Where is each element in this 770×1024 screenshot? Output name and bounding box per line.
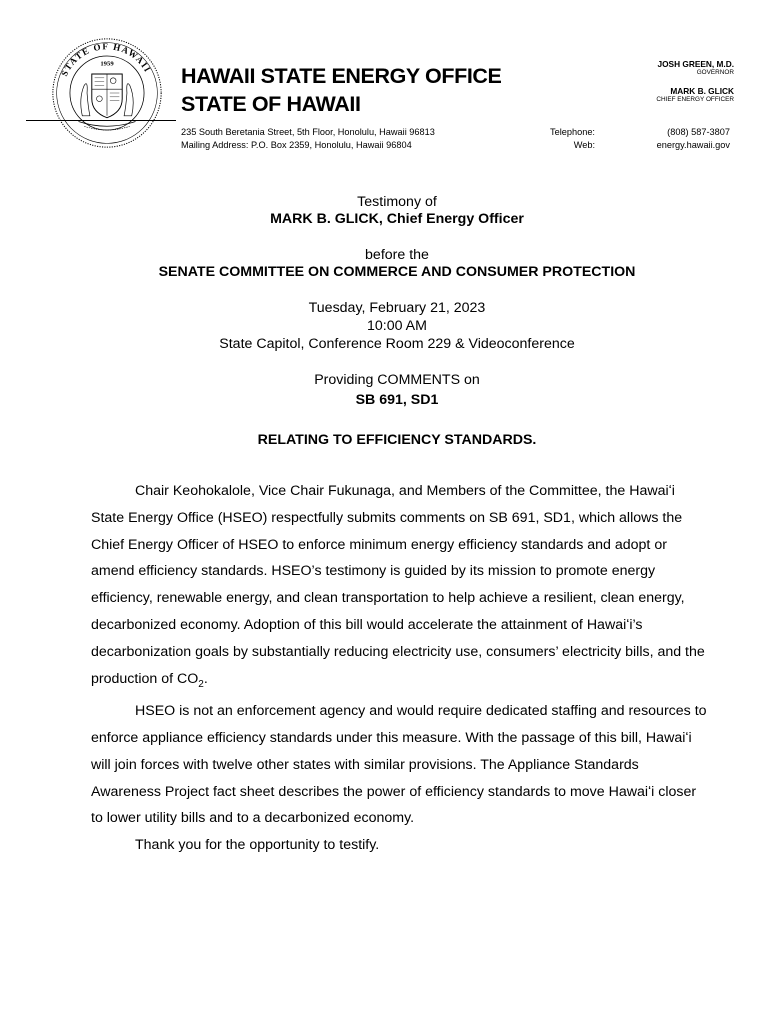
web-label: Web: (573, 140, 595, 150)
state-title: STATE OF HAWAII (181, 92, 361, 116)
telephone-label: Telephone: (550, 127, 595, 137)
state-seal-icon (50, 36, 164, 150)
telephone-value: (808) 587-3807 (667, 127, 730, 137)
bill-subject: RELATING TO EFFICIENCY STANDARDS. (257, 432, 537, 448)
officials-block (656, 59, 734, 104)
presenter-name: MARK B. GLICK, Chief Energy Officer (270, 211, 524, 227)
mailing-address: Mailing Address: P.O. Box 2359, Honolulu, Hawaii 96804 (181, 140, 412, 150)
header-rule (26, 120, 176, 121)
governor-role: GOVERNOR (696, 69, 734, 76)
paragraph-1-text: Chair Keohokalole, Vice Chair Fukunaga, and Members of the Committee, the Hawaiʻi State Energy Office (HSEO) respectfully submits comments on SB 691, SD1, which allows the Chief Energy Officer of HSEO to enforce minimum energy efficiency standards and adopt or amend efficiency standards. HSEO’s testimony is guided by its mission to promote energy efficiency, renewable energy, and clean transportation to help achieve a resilient, clean energy, decarbonized economy. Adoption of this bill would accelerate the attainment of Hawaiʻi’s decarbonization goals by substantially reducing electricity use, consumers’ electricity bills, and the production of CO (91, 483, 705, 687)
testimony-intro: Testimony of (357, 194, 437, 210)
svg-text:STATE OF HAWAII (59, 41, 153, 78)
street-address: 235 South Beretania Street, 5th Floor, Honolulu, Hawaii 96813 (181, 127, 435, 137)
paragraph-3: Thank you for the opportunity to testify. (135, 837, 380, 854)
testimony-body (91, 478, 711, 859)
address-block (181, 126, 435, 152)
chief-officer-role: CHIEF ENERGY OFFICER (656, 96, 734, 103)
seal-ring-text: STATE OF HAWAII (59, 41, 154, 78)
committee-name: SENATE COMMITTEE ON COMMERCE AND CONSUMER PROTECTION (158, 264, 636, 280)
web-value: energy.hawaii.gov (656, 140, 730, 150)
office-title: HAWAII STATE ENERGY OFFICE (181, 64, 502, 88)
before-the: before the (365, 247, 429, 263)
governor-name: JOSH GREEN, M.D. (657, 59, 734, 69)
hearing-time: 10:00 AM (367, 318, 427, 334)
seal-year: 1959 (100, 60, 114, 68)
paragraph-1-end: . (203, 670, 208, 687)
hearing-location: State Capitol, Conference Room 229 & Videoconference (219, 336, 575, 352)
paragraph-2: HSEO is not an enforcement agency and would require dedicated staffing and resources to enforce appliance efficiency standards under this measure. With the passage of this bill, Hawaiʻi will join forces with twelve other states with similar provisions. The Appliance Standards Awareness Project fact sheet describes the power of efficiency standards to move Hawaiʻi closer to lower utility bills and to a decarbonized economy. (91, 703, 707, 827)
position-statement: Providing COMMENTS on (314, 372, 480, 388)
co2-subscript: 2 (198, 678, 204, 690)
contact-values (657, 126, 730, 152)
chief-officer-name: MARK B. GLICK (670, 86, 734, 96)
bill-number: SB 691, SD1 (355, 392, 439, 408)
hearing-date: Tuesday, February 21, 2023 (308, 300, 486, 316)
contact-labels (520, 126, 595, 152)
paragraph-1 (91, 478, 711, 698)
